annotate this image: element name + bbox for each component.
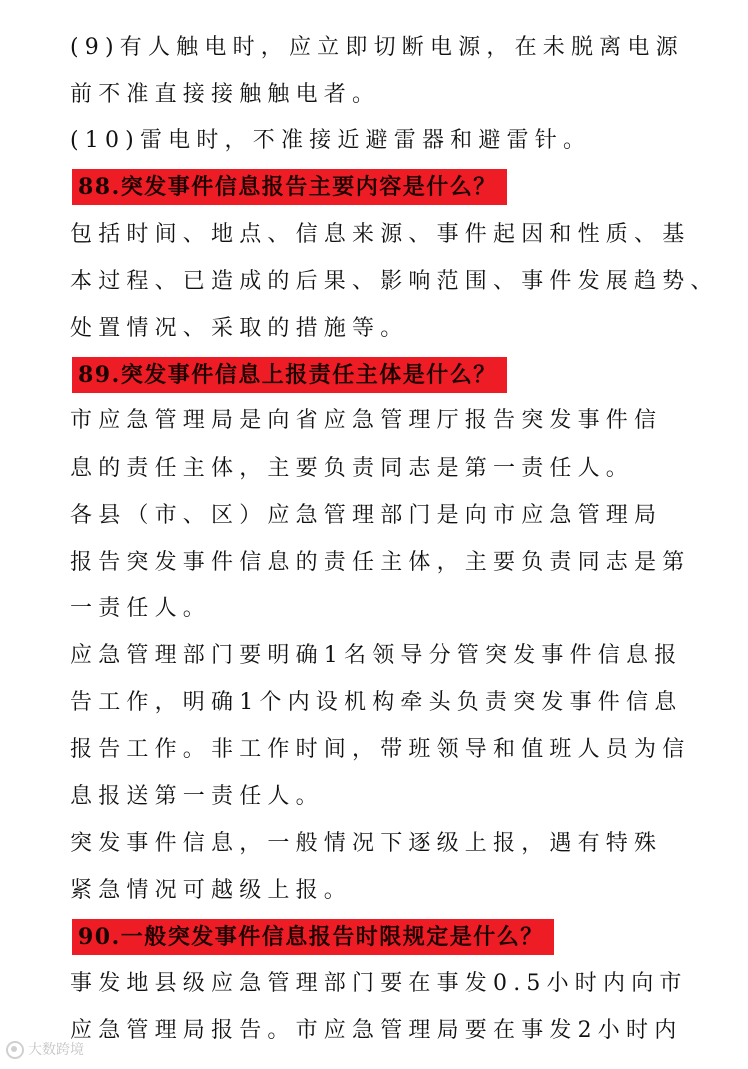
text-line: 本过程、已造成的后果、影响范围、事件发展趋势、 <box>70 269 719 294</box>
section-heading-88: 88.突发事件信息报告主要内容是什么？ <box>72 169 507 205</box>
text-line: 一责任人。 <box>70 596 212 621</box>
text-line: 事发地县级应急管理部门要在事发0.5小时内向市 <box>70 971 688 996</box>
text-line: 息报送第一责任人。 <box>70 784 324 809</box>
text-line: 突发事件信息，一般情况下逐级上报，遇有特殊 <box>70 831 663 856</box>
text-line: 各县（市、区）应急管理部门是向市应急管理局 <box>70 503 663 528</box>
watermark-logo-icon <box>6 1041 24 1059</box>
watermark <box>6 1039 84 1059</box>
text-line: 应急管理部门要明确1名领导分管突发事件信息报 <box>70 643 683 668</box>
watermark-text: 大数跨境 <box>28 1042 84 1058</box>
text-line: 告工作，明确1个内设机构牵头负责突发事件信息 <box>70 690 683 715</box>
text-line: (10)雷电时，不准接近避雷器和避雷针。 <box>70 128 592 153</box>
text-line: 息的责任主体，主要负责同志是第一责任人。 <box>70 456 635 481</box>
section-heading-89: 89.突发事件信息上报责任主体是什么？ <box>72 357 507 393</box>
text-line: 包括时间、地点、信息来源、事件起因和性质、基 <box>70 222 691 247</box>
text-line: 处置情况、采取的措施等。 <box>70 316 409 341</box>
text-line: 前不准直接接触触电者。 <box>70 82 381 107</box>
text-line: 紧急情况可越级上报。 <box>70 878 353 903</box>
text-line: 应急管理局报告。市应急管理局要在事发2小时内 <box>70 1018 683 1043</box>
section-heading-90: 90.一般突发事件信息报告时限规定是什么？ <box>72 919 554 955</box>
text-line: 市应急管理局是向省应急管理厅报告突发事件信 <box>70 408 663 433</box>
text-line: 报告突发事件信息的责任主体，主要负责同志是第 <box>70 550 691 575</box>
text-line: (9)有人触电时，应立即切断电源，在未脱离电源 <box>70 35 684 60</box>
text-line: 报告工作。非工作时间，带班领导和值班人员为信 <box>70 737 691 762</box>
